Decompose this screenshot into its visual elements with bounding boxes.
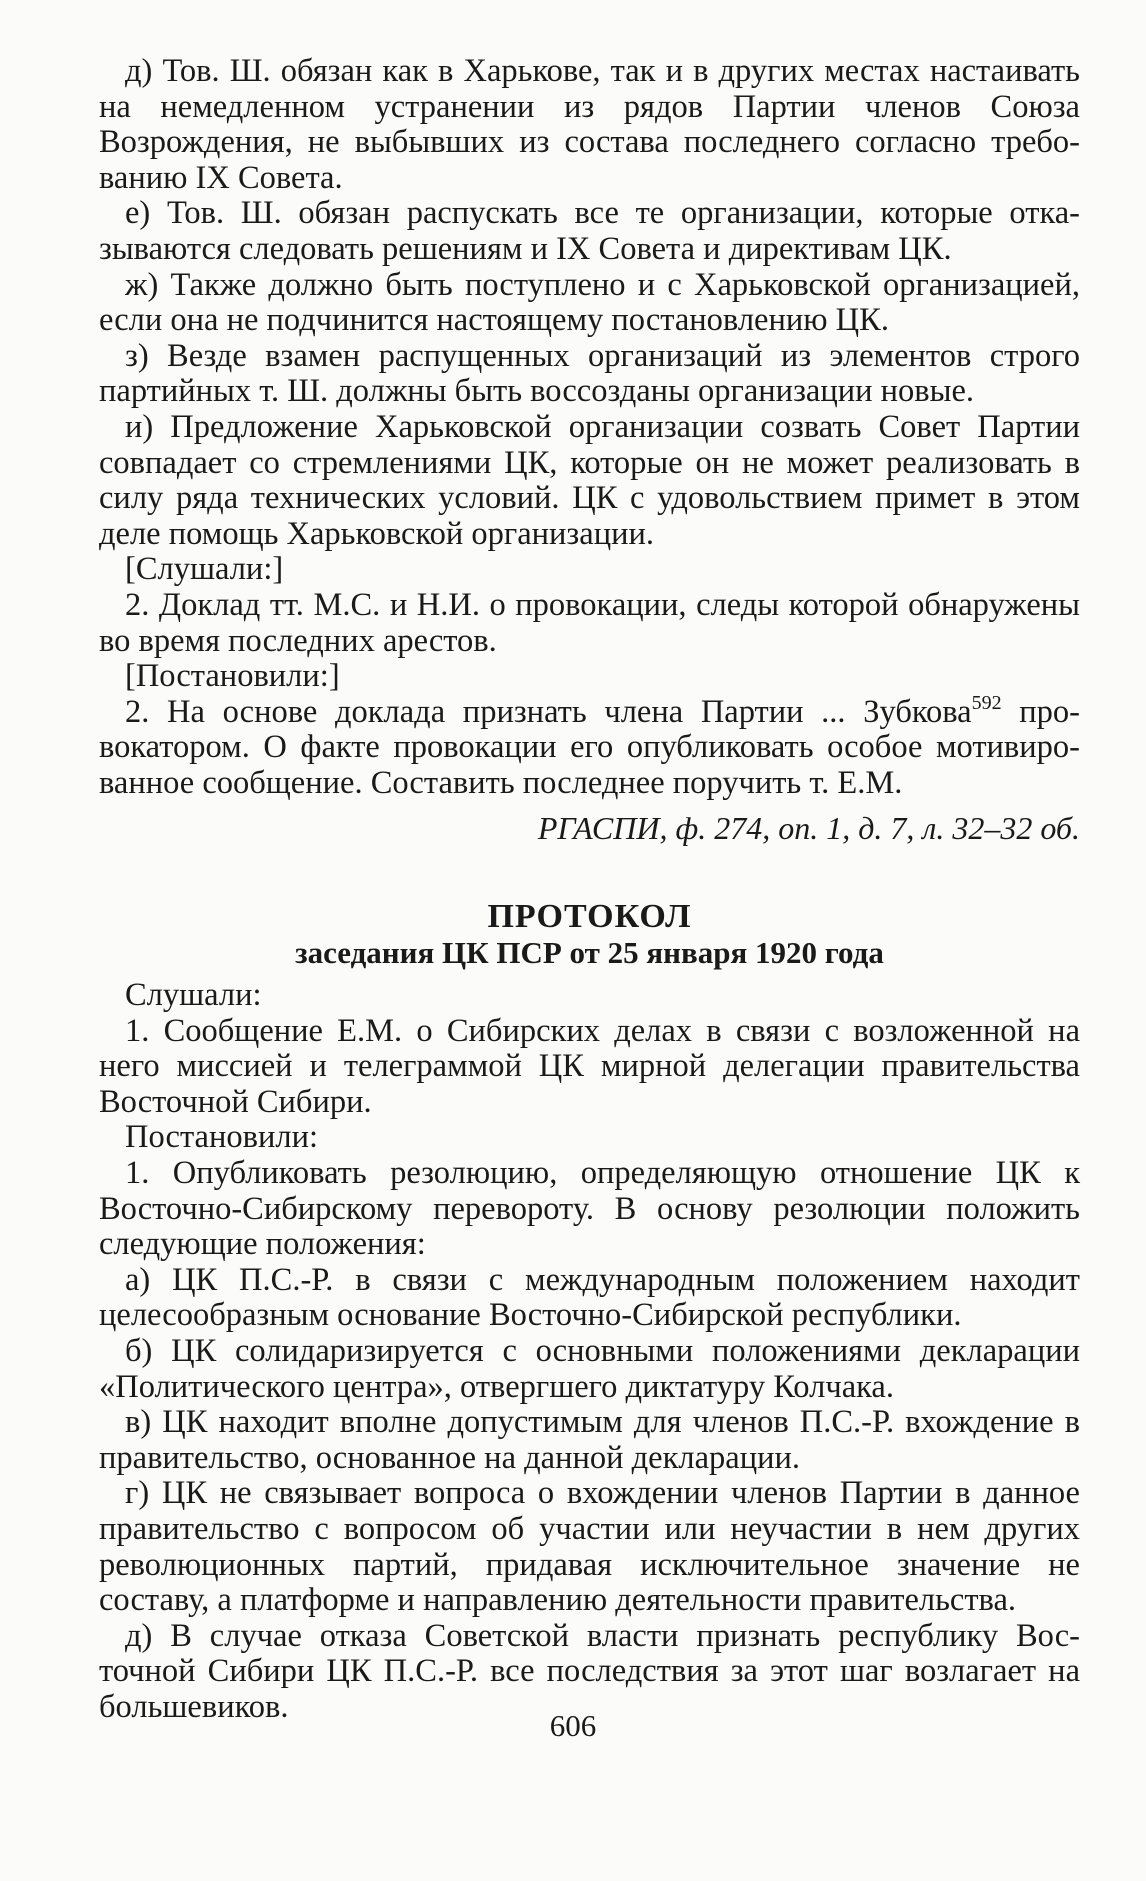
protocol-subtitle: заседания ЦК ПСР от 25 января 1920 года [295,935,884,971]
paragraph-publish-resolution: 1. Опубликовать резолюцию, определяющую отношение ЦК к Восточно-Сибирскому перевороту. В основу резолюции положить следующие положения: [99,1155,1080,1263]
paragraph-siberian-affairs: 1. Сообщение Е.М. о Сибирских делах в связи с возложенной на него миссией и телеграммой ЦК мирной делегации правительства Восточной Сибири. [99,1012,1080,1120]
paragraph-i-party-council: и) Предложение Харьковской организации созвать Совет Партии совпадает со стремлениями ЦК, которые он не может реализовать в силу ряда технических условий. ЦК с удовольствием примет в этом деле помощь Харьковской организации. [99,408,1080,552]
paragraph-d-bolsheviks: д) В случае отказа Советской власти признать республику Восточной Сибири ЦК П.С.-Р. все последствия за этот шаг возлагает на большевиков. [99,1617,1080,1725]
footnote-marker: 592 [971,691,1002,714]
paragraph-a-republic: а) ЦК П.С.-Р. в связи с международным положением находит целесообразным основание Восточно-Сибирской республики. [99,1261,1080,1334]
provocation-text-end: провокатором. О факте провокации его опубликовать особое мотивированное сообщение. Составить последнее поручить т. Е.М. [99,693,1080,801]
paragraph-e-dissolve: е) Тов. Ш. обязан распускать все те организации, которые отказываются следовать решениям и IX Совета и директивам ЦК. [99,195,1080,267]
protocol-title: ПРОТОКОЛ [487,898,692,936]
paragraph-provocation-report: 2. Доклад тт. М.С. и Н.И. о провокации, следы которой обнаружены во время последних арестов. [99,586,1080,659]
paragraph-g-other-parties: г) ЦК не связывает вопроса о вхождении членов Партии в данное правительство с вопросом об участии или неучастии в нем других революционных партий, придавая исключительное значение не составу, а платформе и направлению деятельности правительства. [99,1475,1080,1619]
page-number: 606 [549,1708,597,1743]
main-text [99,54,1080,1726]
heard-label: [Слушали:] [125,551,284,588]
paragraph-z-new-orgs: з) Везде взамен распущенных организаций из элементов строго партийных т. Ш. должны быть воссозданы организации новые. [99,337,1080,410]
paragraph-provocation-resolution [99,691,1080,802]
heard-label-2: Слушали: [125,977,262,1014]
paragraph-zh-kharkov-org: ж) Также должно быть поступлено и с Харьковской организацией, если она не подчинится настоящему постановлению ЦК. [99,266,1080,339]
resolved-label-2: Постановили: [125,1119,319,1156]
paragraph-d-kharkov: д) Тов. Ш. обязан как в Харькове, так и в других местах настаивать на немедленном устранении из рядов Партии членов Союза Возрождения, не выбывших из состава последнего согласно требованию IX Совета. [99,53,1080,196]
resolved-label: [Постановили:] [125,658,340,695]
paragraph-b-political-center: б) ЦК солидаризируется с основными положениями декларации «Политического центра», отвергшего диктатуру Колчака. [99,1333,1080,1405]
provocation-text-start: 2. На основе доклада признать члена Партии ... Зубкова [125,693,972,730]
paragraph-v-government: в) ЦК находит вполне допустимым для членов П.С.-Р. вхождение в правительство, основанное на данной декларации. [99,1404,1080,1476]
archive-reference: РГАСПИ, ф. 274, оп. 1, д. 7, л. 32–32 об. [537,810,1080,847]
